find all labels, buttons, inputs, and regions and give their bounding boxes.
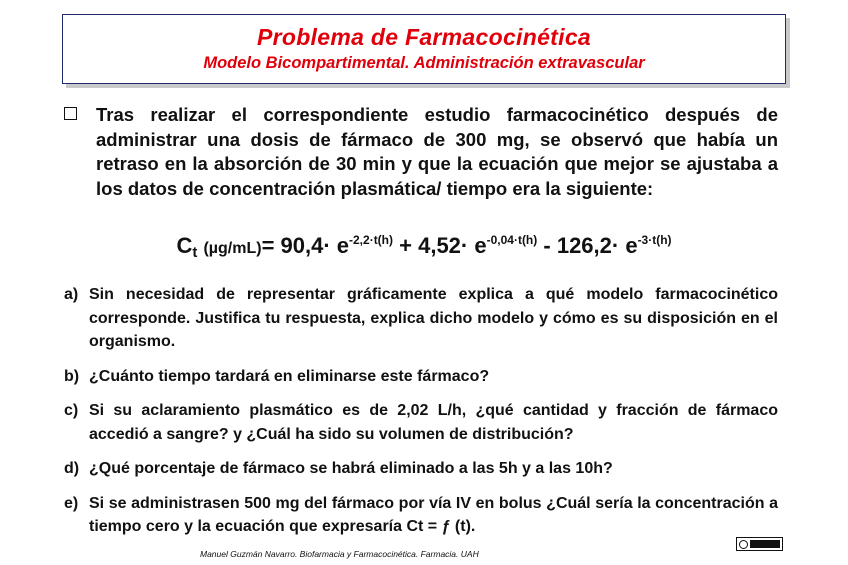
question-letter: c) [64,402,79,419]
question-letter: d) [64,460,80,477]
creative-commons-icon [736,537,783,551]
question-item [64,399,778,446]
page-title: Problema de Farmacocinética [256,24,592,50]
eq-exp-3: -3·t(h) [637,233,672,247]
question-text: ¿Cuánto tiempo tardará en eliminarse este fármaco? [89,367,490,385]
question-text: Si su aclaramiento plasmático es de 2,02 L/h, ¿qué cantidad y fracción de fármaco accedió a sangre? y ¿Cuál ha sido su volumen de distribución? [89,402,778,443]
eq-term-2: + 4,52· e [399,233,487,258]
question-list [64,283,778,550]
title-box [62,14,786,84]
checkbox-bullet-icon [64,107,77,120]
eq-term-1: = 90,4· e [261,233,350,258]
question-letter: b) [64,367,80,385]
question-letter: a) [64,286,79,303]
question-item [64,365,778,389]
intro-paragraph [64,103,778,201]
eq-lhs-sub: t [192,244,198,261]
concentration-equation [0,233,848,261]
eq-unit: (µg/mL) [203,240,262,257]
eq-lhs: C [176,233,193,258]
question-text: ¿Qué porcentaje de fármaco se habrá eliminado a las 5h y a las 10h? [89,460,613,477]
question-text: Sin necesidad de representar gráficamente explica a qué modelo farmacocinético corresponde. Justifica tu respuesta, explica dicho modelo y cómo es su disposición en el organismo. [89,286,778,350]
question-text: Si se administrasen 500 mg del fármaco por vía IV en bolus ¿Cuál sería la concentración a tiempo cero y la ecuación que expresaría Ct = ƒ (t). [89,494,778,535]
cc-circle-icon [739,540,748,549]
eq-exp-2: -0,04·t(h) [486,233,538,247]
footer-credit: Manuel Guzmán Navarro. Biofarmacia y Farmacocinética. Farmacia. UAH [200,549,479,559]
page-subtitle: Modelo Bicompartimental. Administración extravascular [203,54,645,72]
question-letter: e) [64,494,79,512]
eq-term-3: - 126,2· e [543,233,638,258]
question-item [64,457,778,481]
cc-bar-icon [750,540,780,548]
question-item [64,283,778,354]
eq-exp-1: -2,2·t(h) [349,233,394,247]
intro-text: Tras realizar el correspondiente estudio farmacocinético después de administrar una dosis de fármaco de 300 mg, se observó que había un retraso en la absorción de 30 min y que la ecuación que mejor se ajustaba a los datos de concentración plasmática/ tiempo era la siguiente: [96,104,778,199]
question-item [64,492,778,539]
